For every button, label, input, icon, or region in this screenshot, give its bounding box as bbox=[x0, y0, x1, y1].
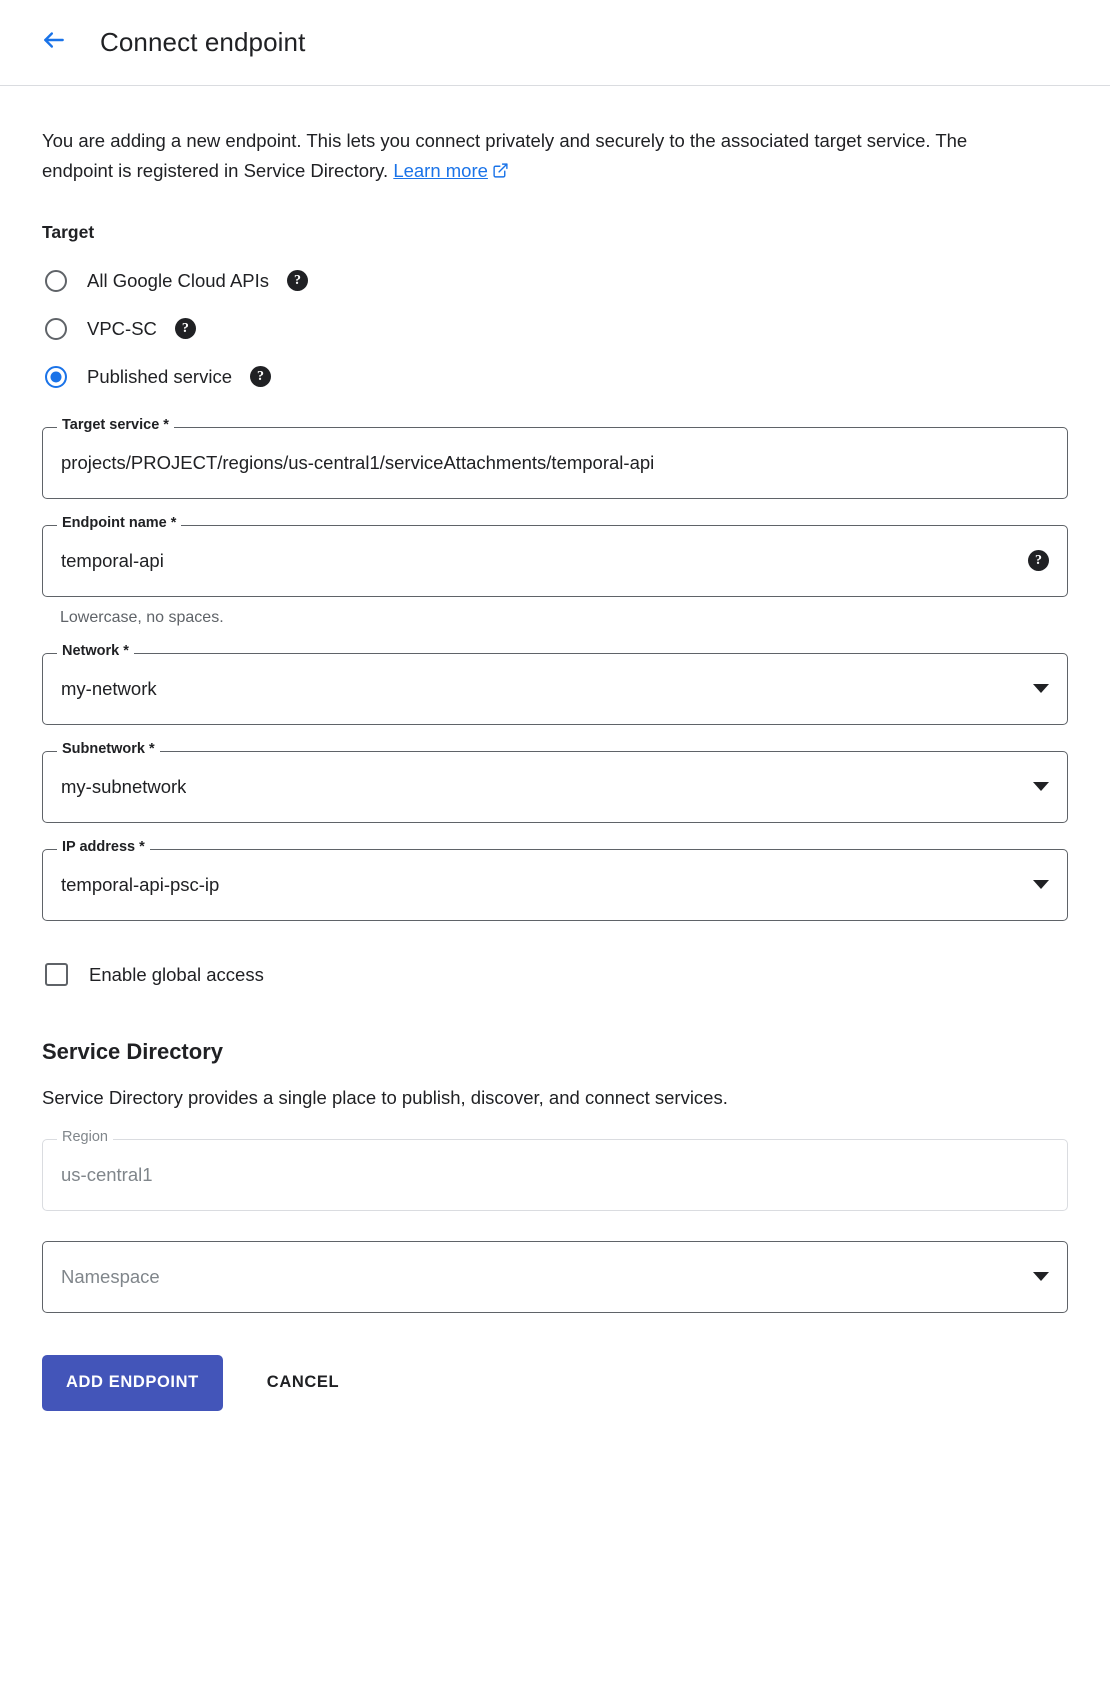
radio-indicator[interactable] bbox=[45, 318, 67, 340]
ip-address-value: temporal-api-psc-ip bbox=[61, 873, 220, 895]
back-button[interactable] bbox=[30, 19, 78, 67]
add-endpoint-button[interactable]: ADD ENDPOINT bbox=[42, 1355, 223, 1411]
endpoint-name-field[interactable] bbox=[42, 514, 1068, 597]
region-field bbox=[42, 1128, 1068, 1211]
target-service-label: Target service * bbox=[57, 418, 174, 433]
namespace-trailing bbox=[1023, 1272, 1049, 1281]
radio-published-service[interactable] bbox=[42, 353, 1068, 401]
ip-address-select[interactable] bbox=[42, 838, 1068, 921]
region-value: us-central1 bbox=[61, 1163, 153, 1185]
radio-label: Published service bbox=[87, 365, 232, 387]
subnetwork-label: Subnetwork * bbox=[57, 742, 160, 757]
external-link-icon[interactable] bbox=[492, 158, 509, 188]
page-title: Connect endpoint bbox=[100, 27, 306, 57]
namespace-value: Namespace bbox=[61, 1265, 160, 1287]
network-select[interactable] bbox=[42, 642, 1068, 725]
radio-all-google-cloud-apis[interactable] bbox=[42, 257, 1068, 305]
service-directory-description: Service Directory provides a single place to publish, discover, and connect services. bbox=[42, 1086, 728, 1108]
network-trailing bbox=[1023, 684, 1049, 693]
enable-global-access-checkbox[interactable] bbox=[42, 955, 1068, 995]
learn-more-link[interactable]: Learn more bbox=[393, 159, 488, 181]
form-actions bbox=[42, 1355, 1068, 1451]
subnetwork-value: my-subnetwork bbox=[61, 775, 187, 797]
chevron-down-icon[interactable] bbox=[1033, 1272, 1049, 1281]
endpoint-name-hint: Lowercase, no spaces. bbox=[60, 608, 224, 626]
help-icon[interactable]: ? bbox=[287, 270, 308, 291]
endpoint-name-trailing bbox=[1018, 550, 1049, 571]
radio-label: All Google Cloud APIs bbox=[87, 269, 270, 291]
region-label: Region bbox=[57, 1130, 113, 1145]
network-value: my-network bbox=[61, 677, 157, 699]
radio-indicator[interactable] bbox=[45, 270, 67, 292]
ip-address-trailing bbox=[1023, 880, 1049, 889]
help-icon[interactable]: ? bbox=[1028, 550, 1049, 571]
enable-global-access-label: Enable global access bbox=[89, 963, 264, 985]
intro-text bbox=[42, 126, 982, 188]
chevron-down-icon[interactable] bbox=[1033, 684, 1049, 693]
chevron-down-icon[interactable] bbox=[1033, 880, 1049, 889]
namespace-select[interactable] bbox=[42, 1241, 1068, 1313]
cancel-button[interactable]: CANCEL bbox=[247, 1355, 359, 1411]
arrow-left-icon bbox=[41, 27, 67, 58]
endpoint-name-label: Endpoint name * bbox=[57, 516, 181, 531]
help-icon[interactable]: ? bbox=[250, 366, 271, 387]
radio-vpc-sc[interactable] bbox=[42, 305, 1068, 353]
endpoint-name-value[interactable]: temporal-api bbox=[61, 549, 164, 571]
service-directory-title: Service Directory bbox=[42, 1038, 223, 1064]
page-header bbox=[0, 0, 1110, 86]
checkbox-indicator[interactable] bbox=[45, 963, 68, 986]
target-service-field[interactable] bbox=[42, 416, 1068, 499]
subnetwork-select[interactable] bbox=[42, 740, 1068, 823]
form-content bbox=[0, 86, 1110, 1451]
network-label: Network * bbox=[57, 644, 134, 659]
target-service-value[interactable]: projects/PROJECT/regions/us-central1/serviceAttachments/temporal-api bbox=[61, 451, 655, 473]
chevron-down-icon[interactable] bbox=[1033, 782, 1049, 791]
target-section-label: Target bbox=[42, 221, 95, 242]
radio-indicator[interactable] bbox=[45, 366, 67, 388]
ip-address-label: IP address * bbox=[57, 840, 150, 855]
intro-body: You are adding a new endpoint. This lets you connect privately and securely to the associated target service. The endpoint is registered in Service Directory. bbox=[42, 130, 968, 181]
subnetwork-trailing bbox=[1023, 782, 1049, 791]
help-icon[interactable]: ? bbox=[175, 318, 196, 339]
radio-label: VPC-SC bbox=[87, 317, 157, 339]
